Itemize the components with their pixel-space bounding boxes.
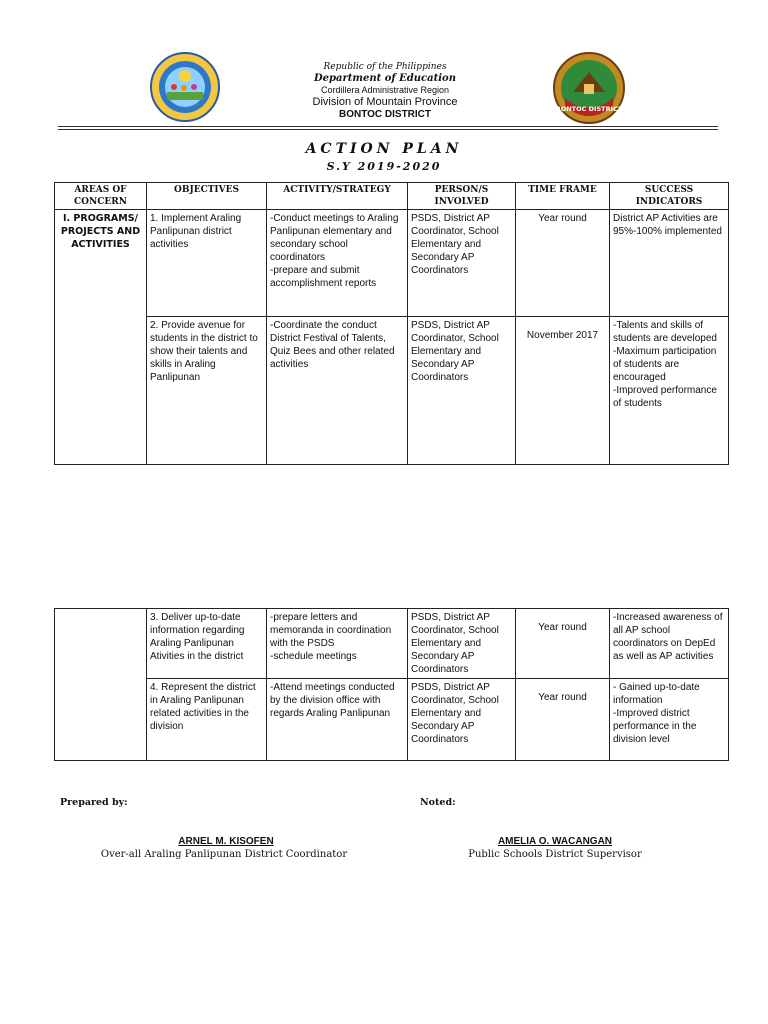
header-objectives: OBJECTIVES	[147, 183, 267, 210]
department-text: Department of Education	[314, 72, 456, 84]
objective-cell: 2. Provide avenue for students in the district to show their talents and skills in Araling Panlipunan	[147, 317, 267, 465]
success-cell: District AP Activities are 95%-100% implemented	[610, 210, 729, 317]
action-plan-table-continued	[54, 608, 729, 761]
header-activity: ACTIVITY/STRATEGY	[267, 183, 408, 210]
division-text: Division of Mountain Province	[312, 95, 458, 108]
prepared-by-name: ARNEL M. KISOFEN	[178, 836, 274, 847]
region-text: Cordillera Administrative Region	[320, 84, 450, 95]
time-frame-cell: Year round	[516, 609, 610, 679]
time-frame-cell: Year round	[516, 679, 610, 761]
time-frame-cell: Year round	[516, 210, 610, 317]
activity-cell: -Conduct meetings to Araling Panlipunan elementary and secondary school coordinators -prepare and submit accomplishment reports	[267, 210, 408, 317]
district-text: BONTOC DISTRICT	[338, 108, 432, 120]
noted-by-name: AMELIA O. WACANGAN	[497, 836, 613, 847]
header-time-frame: TIME FRAME	[516, 183, 610, 210]
seal-banner-text: BONTOC DISTRICT	[555, 105, 623, 113]
activity-cell: -Attend meetings conducted by the division office with regards Araling Panlipunan	[267, 679, 408, 761]
header-success: SUCCESS INDICATORS	[610, 183, 729, 210]
school-year: S.Y 2019-2020	[326, 160, 442, 173]
prepared-by-position: Over-all Araling Panlipunan District Coordinator	[100, 849, 348, 860]
objective-cell: 3. Deliver up-to-date information regarding Araling Panlipunan Ativities in the district	[147, 609, 267, 679]
objective-cell: 1. Implement Araling Panlipunan district activities	[147, 210, 267, 317]
success-cell: -Increased awareness of all AP school coordinators on DepEd as well as AP activities	[610, 609, 729, 679]
header-areas: AREAS OF CONCERN	[55, 183, 147, 210]
table-row	[55, 317, 729, 465]
prepared-by-label: Prepared by:	[60, 797, 128, 808]
noted-by-position: Public Schools District Supervisor	[468, 849, 642, 860]
persons-cell: PSDS, District AP Coordinator, School Elementary and Secondary AP Coordinators	[408, 679, 516, 761]
table-row	[55, 210, 729, 317]
bontoc-district-seal-icon	[553, 52, 625, 124]
table-row	[55, 679, 729, 761]
deped-seal-icon	[150, 52, 220, 122]
noted-label: Noted:	[420, 797, 456, 808]
action-plan-table	[54, 182, 729, 465]
success-cell: -Talents and skills of students are developed -Maximum participation of students are encouraged -Improved performance of students	[610, 317, 729, 465]
header-persons: PERSON/S INVOLVED	[408, 183, 516, 210]
time-frame-cell: November 2017	[516, 317, 610, 465]
activity-cell: -prepare letters and memoranda in coordination with the PSDS -schedule meetings	[267, 609, 408, 679]
republic-text: Republic of the Philippines	[323, 62, 447, 72]
persons-cell: PSDS, District AP Coordinator, School Elementary and Secondary AP Coordinators	[408, 317, 516, 465]
table-row	[55, 609, 729, 679]
document-title: ACTION PLAN	[305, 141, 463, 157]
activity-cell: -Coordinate the conduct District Festival of Talents, Quiz Bees and other related activities	[267, 317, 408, 465]
area-of-concern: I. PROGRAMS/ PROJECTS AND ACTIVITIES	[55, 210, 147, 465]
objective-cell: 4. Represent the district in Araling Panlipunan related activities in the division	[147, 679, 267, 761]
letterhead	[260, 62, 510, 121]
header-rule-top	[58, 126, 718, 127]
persons-cell: PSDS, District AP Coordinator, School Elementary and Secondary AP Coordinators	[408, 609, 516, 679]
header-rule-bottom	[58, 129, 718, 130]
persons-cell: PSDS, District AP Coordinator, School Elementary and Secondary AP Coordinators	[408, 210, 516, 317]
area-of-concern-empty	[55, 609, 147, 761]
success-cell: - Gained up-to-date information -Improved district performance in the division level	[610, 679, 729, 761]
